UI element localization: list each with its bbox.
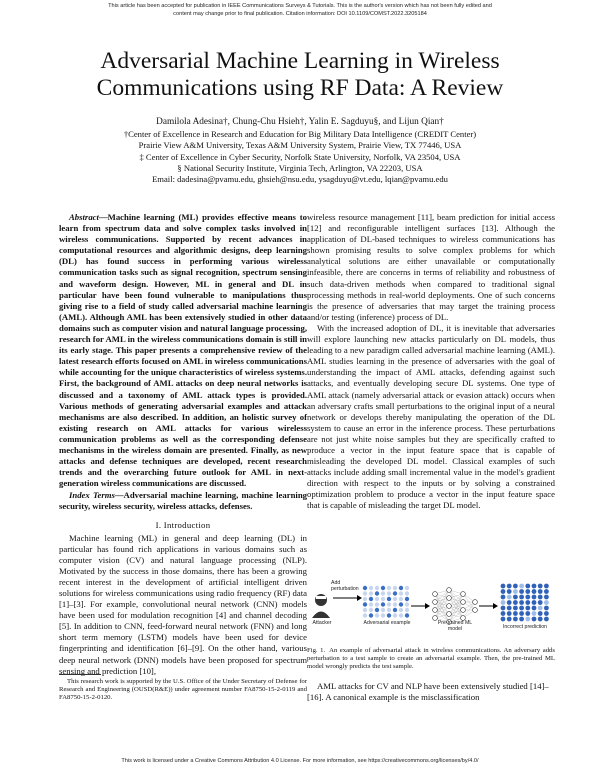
grid-dot xyxy=(507,584,512,589)
grid-dot xyxy=(532,584,537,589)
grid-dot xyxy=(393,591,397,595)
affiliation-3: ‡ Center of Excellence in Cyber Security, Norfolk State University, Norfolk, VA 23504, USA xyxy=(139,151,461,162)
grid-dot xyxy=(507,617,512,622)
funding-footnote: This research work is supported by the U.S. Office of the Under Secretary of Defense for Research and Engineering (OUSD(R&E)) under agreement number FA8750-15-2-0119 and FA8750-15-2-0120. xyxy=(59,678,307,702)
grid-dot xyxy=(544,611,549,616)
affiliations xyxy=(0,129,600,185)
grid-dot xyxy=(544,595,549,600)
figure-1 xyxy=(307,578,555,638)
grid-dot xyxy=(375,591,379,595)
grid-dot xyxy=(519,611,524,616)
grid-dot xyxy=(525,589,530,594)
grid-dot xyxy=(538,595,543,600)
grid-dot xyxy=(501,600,506,605)
grid-dot xyxy=(501,584,506,589)
grid-dot xyxy=(399,613,403,617)
grid-dot xyxy=(513,606,518,611)
author-list: Damilola Adesina†, Chung-Chu Hsieh†, Yalin E. Sagduyu§, and Lijun Qian† xyxy=(156,117,444,127)
grid-dot xyxy=(501,611,506,616)
grid-dot xyxy=(369,602,373,606)
grid-dot xyxy=(381,602,385,606)
grid-dot xyxy=(532,589,537,594)
grid-dot xyxy=(538,611,543,616)
grid-dot xyxy=(375,602,379,606)
grid-dot xyxy=(363,613,367,617)
grid-dot xyxy=(544,589,549,594)
figure-1-caption xyxy=(307,647,555,672)
grid-dot xyxy=(525,600,530,605)
grid-dot xyxy=(507,595,512,600)
grid-dot xyxy=(363,591,367,595)
grid-dot xyxy=(375,597,379,601)
grid-dot xyxy=(544,600,549,605)
grid-dot xyxy=(513,611,518,616)
grid-dot xyxy=(381,613,385,617)
grid-dot xyxy=(513,589,518,594)
grid-dot xyxy=(507,589,512,594)
grid-dot xyxy=(369,608,373,612)
index-terms-text: —Adversarial machine learning, machine learning security, wireless security, wireless attacks, defenses. xyxy=(59,490,307,512)
grid-dot xyxy=(519,617,524,622)
grid-dot xyxy=(387,586,391,590)
grid-dot xyxy=(544,584,549,589)
nn-node xyxy=(433,600,438,605)
grid-dot xyxy=(513,595,518,600)
caption-text: An example of adversarial attack in wireless communications. An adversary adds perturbation to a test sample to create an adversarial example. Then, the pre-trained ML model wrongly predicts the test sample. xyxy=(307,647,555,671)
grid-dot xyxy=(387,613,391,617)
abstract-label: Abstract xyxy=(69,212,99,222)
section-heading-introduction: I. Introduction xyxy=(155,519,211,530)
to-model-arrow xyxy=(411,603,430,609)
grid-dot xyxy=(369,613,373,617)
grid-dot xyxy=(363,597,367,601)
grid-dot xyxy=(525,595,530,600)
to-prediction-arrow xyxy=(479,603,498,609)
grid-dot xyxy=(363,602,367,606)
nn-node xyxy=(447,596,452,601)
attacker-icon xyxy=(312,594,330,618)
nn-node xyxy=(447,588,452,593)
grid-dot xyxy=(393,602,397,606)
grid-dot xyxy=(381,608,385,612)
perturbation-arrow xyxy=(333,595,362,601)
grid-dot xyxy=(544,617,549,622)
grid-dot xyxy=(399,591,403,595)
grid-dot xyxy=(399,597,403,601)
nn-node xyxy=(447,604,452,609)
grid-dot xyxy=(507,606,512,611)
nn-node xyxy=(447,612,452,617)
title-line-2: Communications using RF Data: A Review xyxy=(96,75,504,101)
grid-dot xyxy=(405,613,409,617)
grid-dot xyxy=(519,606,524,611)
grid-dot xyxy=(525,611,530,616)
grid-dot xyxy=(532,611,537,616)
grid-dot xyxy=(369,591,373,595)
paper-title xyxy=(0,48,600,102)
grid-dot xyxy=(399,586,403,590)
grid-dot xyxy=(369,586,373,590)
grid-dot xyxy=(538,600,543,605)
grid-dot xyxy=(532,606,537,611)
nn-node xyxy=(433,592,438,597)
grid-dot xyxy=(381,586,385,590)
grid-dot xyxy=(405,602,409,606)
grid-dot xyxy=(519,600,524,605)
right-paragraph-1: wireless resource management [11], beam prediction for initial access [12] and reconfigurable intelligent surfaces [13]. Although the application of DL-based techniques to wireless communications has shown promising results to solve complex problems for which analytical solutions are either unavailable or computationally infeasible, there are concerns in terms of reliability and robustness of such data-driven methods when compared to traditional signal processing methods in real-world deployments. One of such concerns is the presence of adversaries that may target the training process and/or testing (inference) process of DL. xyxy=(307,212,555,322)
right-column-continued xyxy=(307,681,555,703)
grid-dot xyxy=(363,586,367,590)
grid-dot xyxy=(375,613,379,617)
grid-dot xyxy=(501,606,506,611)
grid-dot xyxy=(501,617,506,622)
grid-dot xyxy=(532,595,537,600)
affiliation-email: Email: dadesina@pvamu.edu, ghsieh@nsu.edu, ysagduyu@vt.edu, lqian@pvamu.edu xyxy=(152,174,448,185)
ml-model-icon xyxy=(433,588,478,625)
right-paragraph-2: With the increased adoption of DL, it is inevitable that adversaries will explore launching new attacks particularly on DL models, thus leading to a new paradigm called adversarial machine learning (AML). AML studies learning in the presence of adversaries with the goal of understanding the impact of AML attacks, defending against such attacks, and eventually developing secure DL systems. One type of AML attack (namely adversarial attack or evasion attack) occurs when an adversary crafts small perturbations to the original input of a neural network or develops thereby manipulating the operation of the DL system to cause an error in the inference process. These perturbations are not just white noise samples but they are specifically crafted to produce a vector in the input feature space that is capable of misleading the developed DL model. Classical examples of such attacks include adding small incremental value in the model's gradient direction with respect to the inputs or by solving a constrained optimization problem to produce a vector in the input feature space that is capable of misleading the target DL model. xyxy=(307,322,555,511)
grid-dot xyxy=(525,617,530,622)
grid-dot xyxy=(507,611,512,616)
title-line-1: Adversarial Machine Learning in Wireless xyxy=(100,48,500,74)
grid-dot xyxy=(405,597,409,601)
banner-line-2: content may change prior to final publication. Citation information: DOI 10.1109/COMST.2022.3205184 xyxy=(173,11,427,17)
grid-dot xyxy=(375,608,379,612)
incorrect-prediction-grid xyxy=(501,584,549,622)
grid-dot xyxy=(387,591,391,595)
nn-node xyxy=(461,608,466,613)
grid-dot xyxy=(387,597,391,601)
grid-dot xyxy=(532,617,537,622)
affiliation-1: †Center of Excellence in Research and Education for Big Military Data Intelligence (CREDIT Center) xyxy=(123,129,477,139)
grid-dot xyxy=(501,589,506,594)
grid-dot xyxy=(393,608,397,612)
grid-dot xyxy=(525,584,530,589)
grid-dot xyxy=(525,606,530,611)
grid-dot xyxy=(507,600,512,605)
banner-line-1: This article has been accepted for publication in IEEE Communications Surveys & Tutorials. This is the author's version which has not been fully edited and xyxy=(108,3,492,9)
grid-dot xyxy=(399,608,403,612)
grid-dot xyxy=(381,591,385,595)
affiliation-2: Prairie View A&M University, Texas A&M University System, Prairie View, TX 77446, USA xyxy=(138,140,462,151)
grid-dot xyxy=(513,584,518,589)
nn-node xyxy=(473,600,478,605)
grid-dot xyxy=(538,584,543,589)
grid-dot xyxy=(375,586,379,590)
label-perturbation: Add perturbation xyxy=(331,580,359,592)
grid-dot xyxy=(405,608,409,612)
nn-node xyxy=(473,608,478,613)
grid-dot xyxy=(519,589,524,594)
grid-dot xyxy=(393,613,397,617)
grid-dot xyxy=(363,608,367,612)
grid-dot xyxy=(405,586,409,590)
label-attacker: Attacker xyxy=(312,620,332,626)
affiliation-4: § National Security Institute, Virginia Tech, Arlington, VA 22203, USA xyxy=(177,162,423,173)
grid-dot xyxy=(538,617,543,622)
grid-dot xyxy=(532,600,537,605)
grid-dot xyxy=(387,608,391,612)
intro-paragraph-1: Machine learning (ML) in general and deep learning (DL) in particular has found rich applications in various domains such as computer vision (CV) and natural language processing (NLP). Motivated by the success in those domains, there has been a growing recent interest in the development of artificial intelligent driven solutions for wireless communications using radio frequency (RF) data [1]–[3]. For example, convolutional neural network (CNN) models have been used for modulation recognition [4] and channel decoding [5]. In addition to CNN, feed-forward neural network (FNN) and long short term memory (LSTM) models have been used for device fingerprinting and identification [6]–[9]. On the other hand, various deep neural network (DNN) models have been proposed for spectrum sensing and prediction [10], xyxy=(59,532,307,676)
footnote-rule xyxy=(59,674,101,675)
grid-dot xyxy=(369,597,373,601)
adversarial-example-grid xyxy=(363,586,409,618)
caption-label: Fig. 1. xyxy=(307,647,326,654)
grid-dot xyxy=(538,589,543,594)
abstract xyxy=(59,212,307,489)
nn-node xyxy=(461,600,466,605)
label-adversarial-example: Adversarial example xyxy=(363,620,411,626)
index-terms-label: Index Terms xyxy=(69,490,115,501)
grid-dot xyxy=(393,586,397,590)
grid-dot xyxy=(513,617,518,622)
right-column xyxy=(307,212,555,512)
grid-dot xyxy=(513,600,518,605)
grid-dot xyxy=(544,606,549,611)
nn-node xyxy=(461,592,466,597)
journal-banner xyxy=(0,2,600,18)
grid-dot xyxy=(519,595,524,600)
nn-node xyxy=(433,608,438,613)
license-footer: This work is licensed under a Creative Commons Attribution 4.0 License. For more information, see https://creativecommons.org/licenses/by/4.0/ xyxy=(121,758,479,764)
right-paragraph-3: AML attacks for CV and NLP have been extensively studied [14]–[16]. A canonical example is the misclassification xyxy=(307,681,549,703)
index-terms xyxy=(59,490,307,512)
grid-dot xyxy=(519,584,524,589)
grid-dot xyxy=(393,597,397,601)
grid-dot xyxy=(399,602,403,606)
label-ml-model: Pre-trained ML model xyxy=(437,620,473,632)
grid-dot xyxy=(538,606,543,611)
grid-dot xyxy=(405,591,409,595)
abstract-text: —Machine learning (ML) provides effective means to learn from spectrum data and solve complex tasks involved in wireless communications. Supported by recent advances in computational resources and algorithmic designs, deep learning (DL) has found success in performing various wireless communication tasks such as signal recognition, spectrum sensing and waveform design. However, ML in general and DL in particular have been found vulnerable to manipulations thus giving rise to a field of study called adversarial machine learning (AML). Although AML has been extensively studied in other data domains such as computer vision and natural language processing, research for AML in the wireless communications domain is still in its early stage. This paper presents a comprehensive review of the latest research efforts focused on AML in wireless communications while accounting for the unique characteristics of wireless systems. First, the background of AML attacks on deep neural networks is discussed and a taxonomy of AML attack types is provided. Various methods of generating adversarial examples and attack mechanisms are also described. In addition, an holistic survey of existing research on AML attacks for various wireless communication problems as well as the corresponding defense mechanisms in the wireless domain are presented. Finally, as new attacks and defense techniques are developed, recent research trends and the overarching future outlook for AML in next-generation wireless communications are discussed. xyxy=(59,212,307,489)
left-column xyxy=(59,212,307,677)
label-incorrect-prediction: Incorrect prediction xyxy=(502,624,548,630)
grid-dot xyxy=(381,597,385,601)
grid-dot xyxy=(501,595,506,600)
grid-dot xyxy=(387,602,391,606)
